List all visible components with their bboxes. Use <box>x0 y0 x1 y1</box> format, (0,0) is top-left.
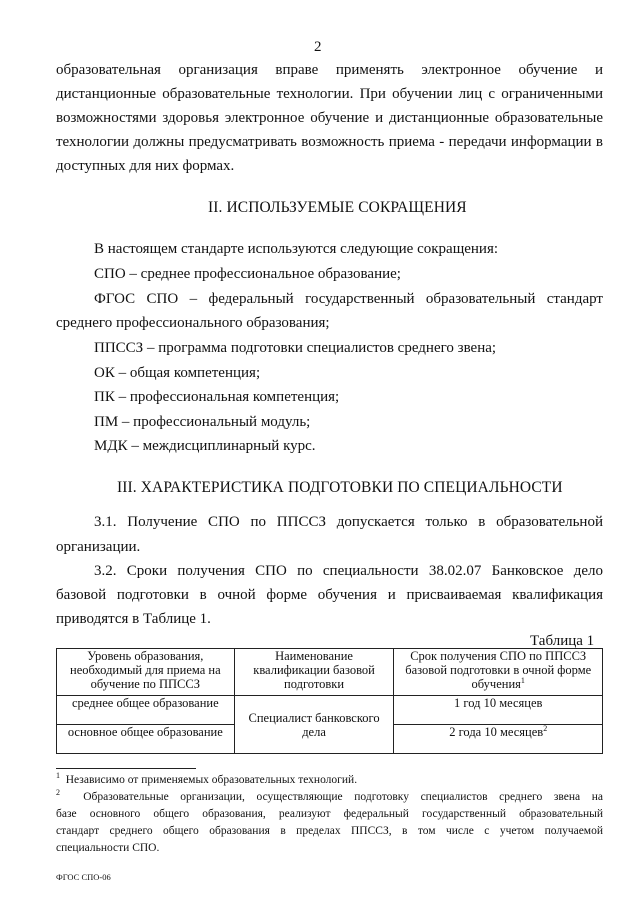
table-header-cell: Срок получения СПО по ППССЗ базовой подготовки в очной форме обучения$^1$ <box>394 649 603 696</box>
table-cell: среднее общее образование <box>57 696 235 725</box>
table-caption: Таблица 1 <box>530 633 595 649</box>
table-cell: основное общее образование <box>57 725 235 754</box>
intro-line: образовательная организация вправе применять электронное обучение и <box>56 62 603 78</box>
table-1 <box>56 648 603 754</box>
paragraph-3-2-cont: базовой подготовки в очной форме обучения и присваиваемая квалификация <box>56 587 603 603</box>
table-header-cell: Уровень образования, необходимый для приема на обучение по ППССЗ <box>57 649 235 696</box>
table-row <box>57 696 603 725</box>
intro-line: возможностями здоровья электронное обучение и дистанционные образовательные <box>56 110 603 126</box>
footer-code: ФГОС СПО-06 <box>56 872 111 882</box>
page-number: 2 <box>314 39 322 55</box>
footnote-divider <box>56 768 196 769</box>
section-3-title: III. ХАРАКТЕРИСТИКА ПОДГОТОВКИ ПО СПЕЦИАЛЬНОСТИ <box>117 479 563 496</box>
table-cell: 1 год 10 месяцев <box>394 696 603 725</box>
abbrev-fgos: ФГОС СПО – федеральный государственный образовательный стандарт <box>94 291 603 307</box>
table-header-row <box>57 649 603 696</box>
paragraph-3-2: 3.2. Сроки получения СПО по специальности 38.02.07 Банковское дело <box>94 563 603 579</box>
footnote-ref: 1 <box>520 675 525 685</box>
footnote-1: $^1$ Независимо от применяемых образовательных технологий. <box>56 771 358 786</box>
intro-line: доступных для них формах. <box>56 158 235 174</box>
table-cell: 2 года 10 месяцев$^2$ <box>394 725 603 754</box>
abbrev-pm: ПМ – профессиональный модуль; <box>94 414 311 430</box>
abbrev-spo: СПО – среднее профессиональное образование; <box>94 266 401 282</box>
footnote-ref: 2 <box>543 723 548 733</box>
paragraph-3-1: 3.1. Получение СПО по ППССЗ допускается только в образовательной <box>94 514 603 530</box>
footnote-2-cont: специальности СПО. <box>56 842 160 854</box>
abbrev-mdk: МДК – междисциплинарный курс. <box>94 438 316 454</box>
table-cell-qualification: Специалист банковского дела <box>234 696 394 754</box>
intro-line: технологии должны предусматривать возможность приема - передачи информации в <box>56 134 603 150</box>
footnote-2-cont: стандарт среднего общего образования в пределах ППССЗ, в том числе с учетом получаемой <box>56 825 603 837</box>
paragraph-3-2-cont: приводятся в Таблице 1. <box>56 611 211 627</box>
abbrev-ppssz: ППССЗ – программа подготовки специалистов среднего звена; <box>94 340 497 356</box>
abbrev-fgos-cont: среднего профессионального образования; <box>56 315 330 331</box>
footnote-2: $^2$ Образовательные организации, осуществляющие подготовку специалистов среднего звена на <box>56 788 603 803</box>
paragraph-3-1-cont: организации. <box>56 539 141 555</box>
intro-line: дистанционные образовательные технологии. При обучении лиц с ограниченными <box>56 86 603 102</box>
section-2-title: II. ИСПОЛЬЗУЕМЫЕ СОКРАЩЕНИЯ <box>208 199 467 216</box>
abbrev-lead: В настоящем стандарте используются следующие сокращения: <box>94 241 499 257</box>
footnote-2-cont: базе основного общего образования, реализуют федеральный государственный образовательный <box>56 808 603 820</box>
abbrev-pk: ПК – профессиональная компетенция; <box>94 389 340 405</box>
table-header-cell: Наименование квалификации базовой подготовки <box>234 649 394 696</box>
abbrev-ok: ОК – общая компетенция; <box>94 365 261 381</box>
